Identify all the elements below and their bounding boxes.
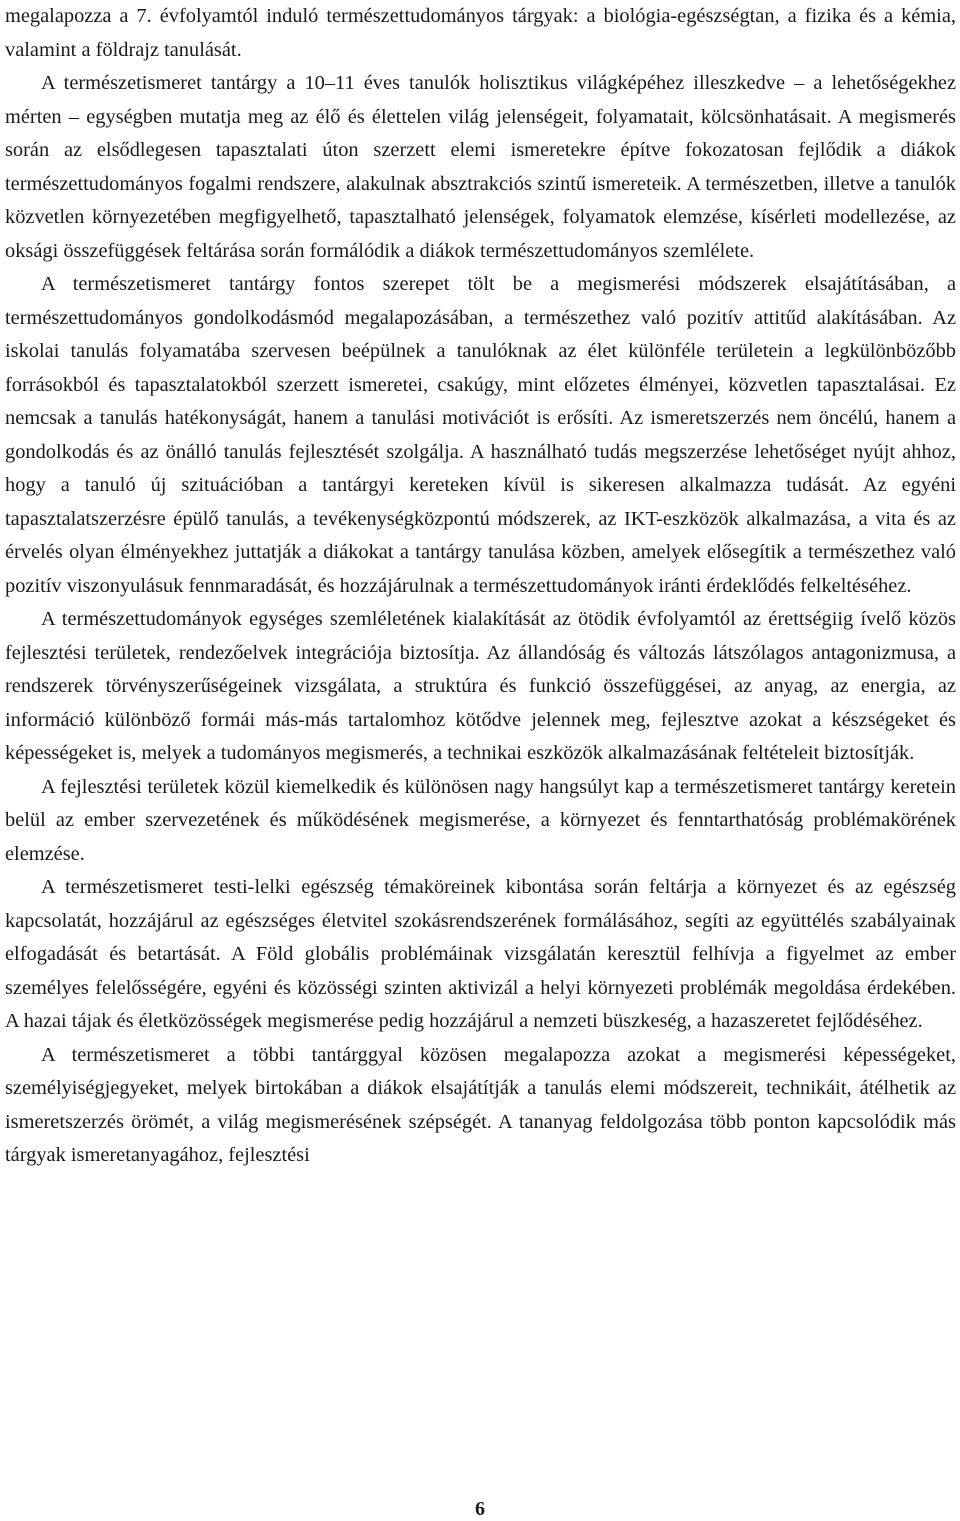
paragraph-continuation: megalapozza a 7. évfolyamtól induló természettudományos tárgyak: a biológia-egészségtan, a fizika és a kémia, valamint a földrajz tanulását. — [5, 5, 956, 61]
paragraph-cross-curricular: A természetismeret a többi tantárggyal közösen megalapozza azokat a megismerési képességeket, személyiségjegyeket, melyek birtokában a diákok elsajátítják a tanulás elemi módszereit, technikáit, átélhetik az ismeretszerzés örömét, a világ megismerésének szépségét. A tananyag feldolgozása több ponton kapcsolódik más tárgyak ismeretanyagához, fejlesztési — [5, 1043, 956, 1166]
paragraph-unified-view: A természettudományok egységes szemléletének kialakítását az ötödik évfolyamtól az érettségiig ívelő közös fejlesztési területek, rendezőelvek integrációja biztosítja. Az állandóság és változás látszólagos antagonizmusa, a rendszerek törvényszerűségeinek vizsgálata, a struktúra és funkció összefüggései, az anyag, az energia, az információ különböző formái más-más tartalomhoz kötődve jelennek meg, fejlesztve azokat a készségeket és képességeket is, melyek a tudományos megismerés, a technikai eszközök alkalmazásának feltételeit biztosítják. — [5, 608, 956, 764]
paragraph-natural-science-holistic: A természetismeret tantárgy a 10–11 éves tanulók holisztikus világképéhez illeszkedve – a lehetőségekhez mérten – egységben mutatja meg az élő és élettelen világ jelenségeit, folyamatait, kölcsönhatásait. A megismerés során az elsődlegesen tapasztalati úton szerzett elemi ismeretekre építve fokozatosan fejlődik a diákok természettudományos fogalmi rendszere, alakulnak absztrakciós szintű ismereteik. A természetben, illetve a tanulók közvetlen környezetében megfigyelhető, tapasztalható jelenségek, folyamatok elemzése, kísérleti modellezése, az oksági összefüggések feltárása során formálódik a diákok természettudományos szemlélete. — [5, 72, 956, 262]
document-body — [5, 0, 956, 1173]
paragraph-health-environment: A természetismeret testi-lelki egészség témaköreinek kibontása során feltárja a környezet és az egészség kapcsolatát, hozzájárul az egészséges életvitel szokásrendszerének formálásához, segíti az együttélés szabályainak elfogadását és betartását. A Föld globális problémáinak vizsgálatán keresztül felhívja a figyelmet az ember személyes felelősségére, egyéni és közösségi szinten aktivizál a helyi környezeti problémák megoldása érdekében. A hazai tájak és életközösségek megismerése pedig hozzájárul a nemzeti büszkeség, a hazaszeretet fejlődéséhez. — [5, 876, 956, 1032]
page-number: 6 — [475, 1498, 485, 1520]
paragraph-cognitive-methods: A természetismeret tantárgy fontos szerepet tölt be a megismerési módszerek elsajátításában, a természettudományos gondolkodásmód megalapozásában, a természethez való pozitív attitűd alakításában. Az iskolai tanulás folyamatába szervesen beépülnek a tanulóknak az élet különféle területein a legkülönbözőbb forrásokból és tapasztalatokból szerzett ismeretei, csakúgy, mint előzetes élményei, közvetlen tapasztalásai. Ez nemcsak a tanulás hatékonyságát, hanem a tanulási motivációt is erősíti. Az ismeretszerzés nem öncélú, hanem a gondolkodás és az önálló tanulás fejlesztését szolgálja. A használható tudás megszerzése lehetőséget nyújt ahhoz, hogy a tanuló új szituációban a tantárgyi kereteken kívül is sikeresen alkalmazza tudását. Az egyéni tapasztalatszerzésre épülő tanulás, a tevékenységközpontú módszerek, az IKT-eszközök alkalmazása, a vita és az érvelés olyan élményekhez juttatják a diákokat a tantárgy tanulása közben, amelyek elősegítik a természethez való pozitív viszonyulásuk fennmaradását, és hozzájárulnak a természettudományok iránti érdeklődés felkeltéséhez. — [5, 273, 956, 597]
paragraph-development-areas: A fejlesztési területek közül kiemelkedik és különösen nagy hangsúlyt kap a természetismeret tantárgy keretein belül az ember szervezetének és működésének megismerése, a környezet és fenntarthatóság problémakörének elemzése. — [5, 775, 956, 865]
